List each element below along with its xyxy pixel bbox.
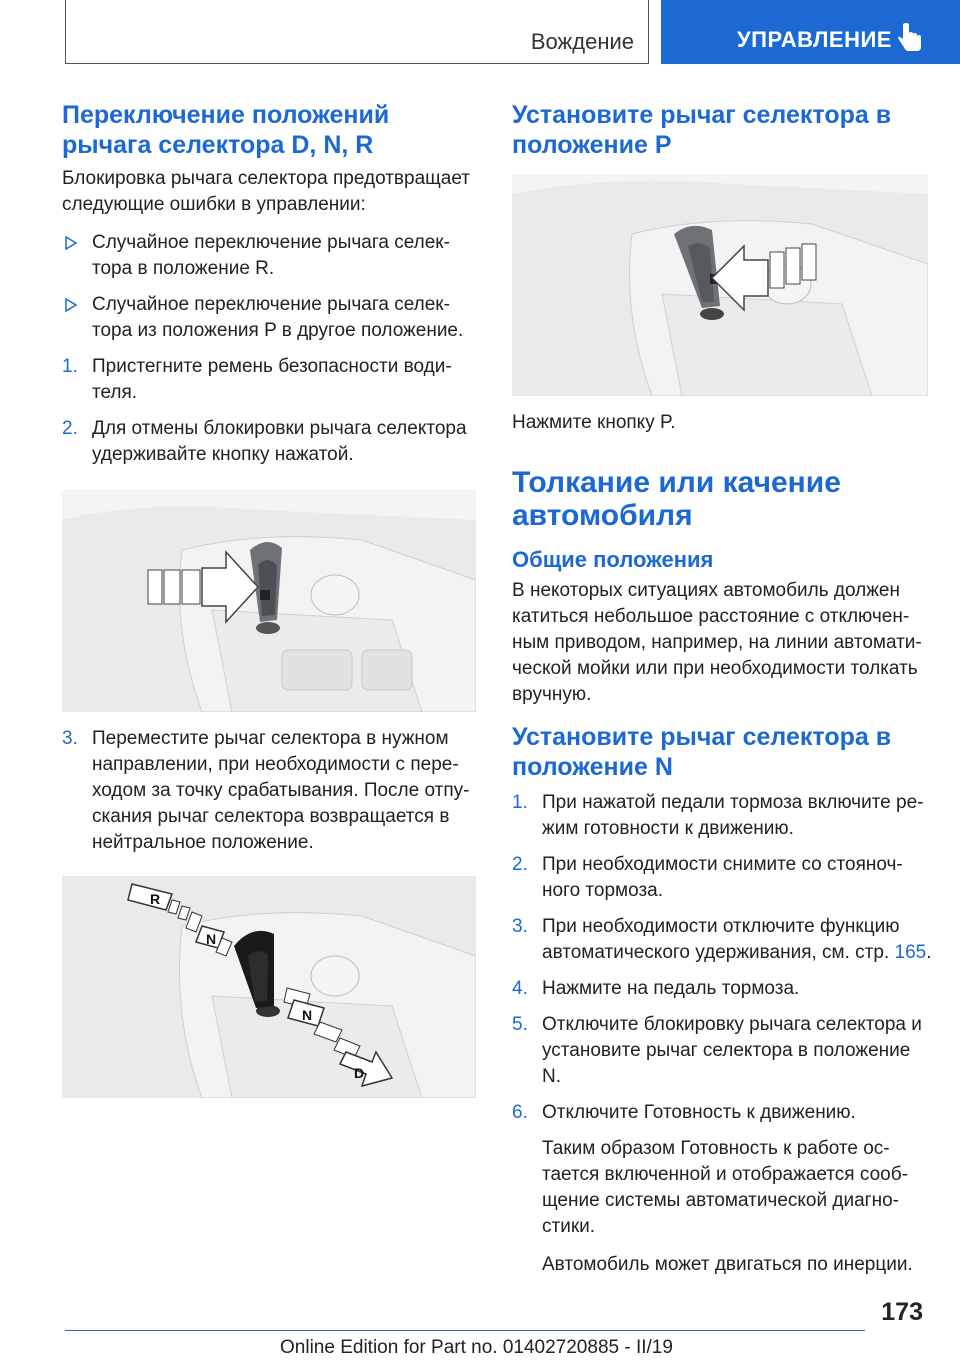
- right-column: [512, 100, 932, 1278]
- selector-lever-illustration: [62, 490, 476, 712]
- figure-p-button: [512, 174, 928, 396]
- header-chapter-box: [661, 0, 960, 64]
- header-section-box: [65, 0, 649, 64]
- section-title-p: Установите рычаг селектора в положение P: [512, 101, 892, 159]
- step-item: 2. При необходимости снимите со стояночного тормоза.: [512, 854, 903, 901]
- intro-text: Блокировка рычага селектора предотвращает следующие ошибки в управлении:: [62, 168, 470, 215]
- step-item: 3. При необходимости отключите функцию автоматического удерживания, см. стр. 165.: [512, 916, 932, 963]
- bullet-item: Случайное переключение рычага селектора в положение R.: [62, 230, 476, 282]
- step-item: 2. Для отмены блокировки рычага селектора удерживайте кнопку нажатой.: [62, 418, 467, 465]
- general-text: В некоторых ситуациях автомобиль должен катиться небольшое расстояние с отключенным приводом, например, на линии автоматической мойки или при необходимости толкать вручную.: [512, 580, 922, 705]
- triangle-bullet-icon: [64, 236, 78, 250]
- bullet-item: Случайное переключение рычага селектора из положения P в другое положение.: [62, 292, 476, 344]
- section-title-dnr: Переключение положений рычага селектора D, N, R: [62, 101, 390, 159]
- hand-pointer-icon: [897, 23, 923, 53]
- section-title-n: Установите рычаг селектора в положение N: [512, 723, 892, 781]
- step-item: 3. Переместите рычаг селектора в нужном направлении, при необходимости с переходом за точку срабатывания. После отпускания рычаг селектора возвращается в нейтральное положение.: [62, 728, 470, 853]
- position-n-label: N: [302, 1007, 313, 1023]
- left-column: [62, 100, 476, 1098]
- position-d-label: D: [354, 1065, 365, 1081]
- footer-edition: Online Edition for Part no. 01402720885 - II/19: [280, 1337, 673, 1358]
- note-diagnostics: Таким образом Готовность к работе остается включенной и отображается сообщение системы автоматической диагностики.: [542, 1138, 908, 1237]
- main-title-towing: Толкание или качение автомобиля: [512, 466, 841, 532]
- step-item: 1. Пристегните ремень безопасности водителя.: [62, 356, 452, 403]
- step-item: 4. Нажмите на педаль тормоза.: [512, 978, 800, 999]
- note-rolling: Автомобиль может двигаться по инерции.: [542, 1254, 913, 1275]
- subtitle-general: Общие положения: [512, 547, 714, 572]
- step-item: 6. Отключите Готовность к движению.: [512, 1102, 856, 1123]
- header-chapter-label: УПРАВЛЕНИЕ: [737, 27, 892, 52]
- footer-divider: [65, 1330, 865, 1331]
- p-button-illustration: [512, 174, 928, 396]
- page-reference-link[interactable]: 165: [894, 942, 927, 963]
- figure-selector-button: [62, 490, 476, 712]
- figure-selector-positions: [62, 876, 476, 1098]
- selector-positions-illustration: [62, 876, 476, 1098]
- header-section-label: Вождение: [530, 29, 634, 54]
- step-item: 5. Отключите блокировку рычага селектора и установите рычаг селектора в положение N.: [512, 1014, 922, 1087]
- step-item: 1. При нажатой педали тормоза включите режим готовности к движению.: [512, 792, 924, 839]
- triangle-bullet-icon: [64, 298, 78, 312]
- position-r-label: R: [150, 891, 161, 907]
- position-n-label: N: [206, 931, 217, 947]
- caption-p: Нажмите кнопку P.: [512, 412, 676, 433]
- page-number: 173: [881, 1298, 923, 1326]
